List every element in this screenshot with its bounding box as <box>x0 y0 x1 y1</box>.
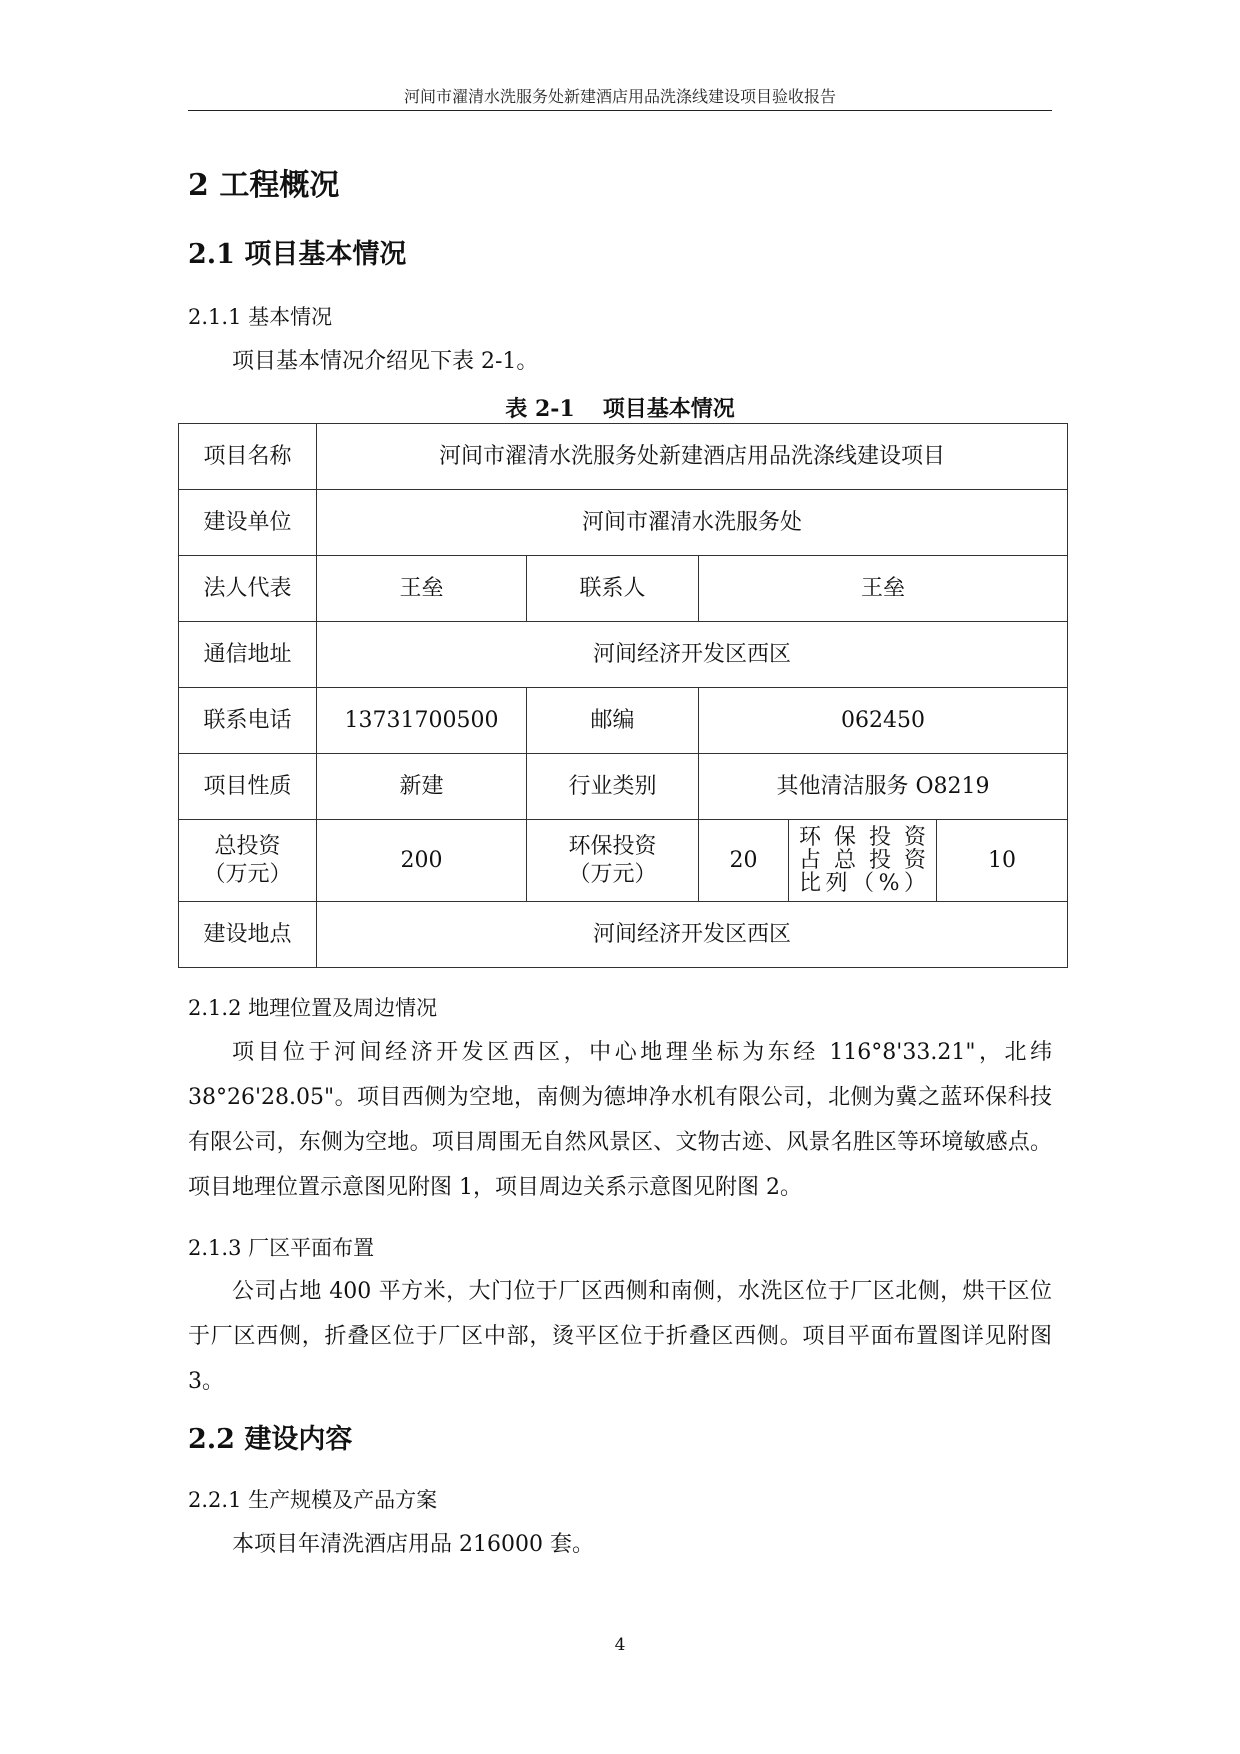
table-cell-label: 建设单位 <box>179 490 317 556</box>
table-intro-paragraph: 项目基本情况介绍见下表 2-1。 <box>232 349 539 374</box>
total-investment-unit: （万元） <box>203 861 292 887</box>
table-cell-label: 行业类别 <box>527 754 699 820</box>
project-info-table <box>178 423 1068 968</box>
table-cell-value: 20 <box>699 820 789 902</box>
table-cell-label: 建设地点 <box>179 902 317 968</box>
table-cell-value: 河间市濯清水洗服务处 <box>317 490 1068 556</box>
running-header: 河间市濯清水洗服务处新建酒店用品洗涤线建设项目验收报告 <box>403 87 836 106</box>
table-cell-label <box>789 820 937 902</box>
total-investment-label: 总投资 <box>214 834 281 859</box>
table-caption <box>0 392 1240 423</box>
env-investment-unit: （万元） <box>568 861 657 887</box>
section-2-1-1-heading: 2.1.1 基本情况 <box>188 305 333 329</box>
table-caption-number: 表 2-1 <box>505 396 575 422</box>
table-cell-label: 通信地址 <box>179 622 317 688</box>
section-2-2-heading: 2.2 建设内容 <box>188 1424 353 1455</box>
table-cell-label: 项目性质 <box>179 754 317 820</box>
table-row <box>179 424 1068 490</box>
table-row <box>179 754 1068 820</box>
table-cell-label: 项目名称 <box>179 424 317 490</box>
header-rule <box>188 110 1052 111</box>
env-ratio-label-line3: 比列（%） <box>799 871 926 897</box>
table-cell-value: 王垒 <box>699 556 1068 622</box>
table-cell-value: 13731700500 <box>317 688 527 754</box>
table-cell-value: 河间市濯清水洗服务处新建酒店用品洗涤线建设项目 <box>317 424 1068 490</box>
table-cell-value: 河间经济开发区西区 <box>317 902 1068 968</box>
table-cell-label: 联系人 <box>527 556 699 622</box>
table-cell-value: 河间经济开发区西区 <box>317 622 1068 688</box>
section-2-1-2-heading: 2.1.2 地理位置及周边情况 <box>188 996 438 1020</box>
section-2-heading: 2 工程概况 <box>188 168 340 203</box>
scale-paragraph: 本项目年清洗酒店用品 216000 套。 <box>232 1532 594 1557</box>
table-cell-label <box>527 820 699 902</box>
table-cell-label: 邮编 <box>527 688 699 754</box>
table-row <box>179 688 1068 754</box>
table-cell-value: 200 <box>317 820 527 902</box>
table-row <box>179 622 1068 688</box>
env-investment-label: 环保投资 <box>568 834 657 859</box>
location-paragraph: 项目位于河间经济开发区西区，中心地理坐标为东经 116°8'33.21"，北纬 38°26'28.05"。项目西侧为空地，南侧为德坤净水机有限公司，北侧为冀之蓝环保科技有限公司，东侧为空地。项目周围无自然风景区、文物古迹、风景名胜区等环境敏感点。项目地理位置示意图见附图 1，项目周边关系示意图见附图 2。 <box>188 1040 1052 1200</box>
table-cell-value: 王垒 <box>317 556 527 622</box>
page-number: 4 <box>614 1635 626 1655</box>
table-cell-value: 其他清洁服务 O8219 <box>699 754 1068 820</box>
section-2-2-1-heading: 2.2.1 生产规模及产品方案 <box>188 1488 438 1512</box>
table-row <box>179 556 1068 622</box>
table-cell-label: 联系电话 <box>179 688 317 754</box>
env-ratio-label-line1: 环保投资 <box>799 824 926 850</box>
layout-paragraph: 公司占地 400 平方米，大门位于厂区西侧和南侧，水洗区位于厂区北侧，烘干区位于厂区西侧，折叠区位于厂区中部，烫平区位于折叠区西侧。项目平面布置图详见附图 3。 <box>188 1279 1052 1394</box>
table-cell-value: 062450 <box>699 688 1068 754</box>
table-caption-title: 项目基本情况 <box>602 396 735 422</box>
table-cell-value: 10 <box>937 820 1068 902</box>
table-cell-label: 法人代表 <box>179 556 317 622</box>
env-ratio-label-line2: 占总投资 <box>799 847 926 873</box>
table-cell-value: 新建 <box>317 754 527 820</box>
section-2-1-3-heading: 2.1.3 厂区平面布置 <box>188 1236 375 1260</box>
table-row <box>179 902 1068 968</box>
table-row <box>179 490 1068 556</box>
section-2-1-heading: 2.1 项目基本情况 <box>188 239 407 270</box>
table-row <box>179 820 1068 902</box>
table-cell-label <box>179 820 317 902</box>
